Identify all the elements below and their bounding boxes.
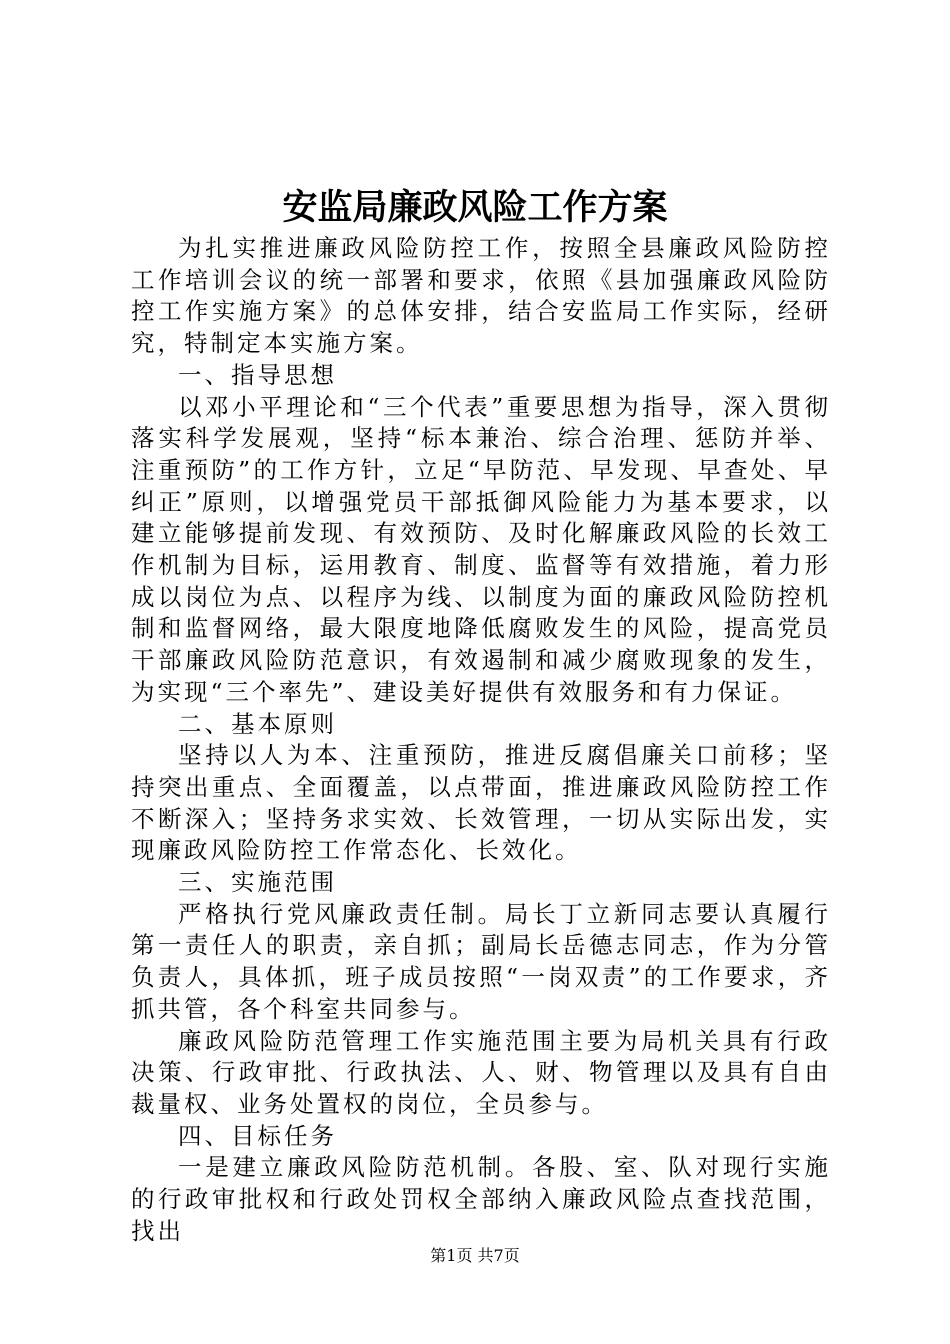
section-heading-3: 三、实施范围	[178, 868, 337, 897]
document-title: 安监局廉政风险工作方案	[282, 187, 668, 228]
paragraph-responsibility: 严格执行党风廉政责任制。局长丁立新同志要认真履行第一责任人的职责，亲自抓；副局长岳德志同志，作为分管负责人，具体抓，班子成员按照“一岗双责”的工作要求，齐抓共管，各个科室共同参与。	[131, 899, 831, 1023]
section-heading-1: 一、指导思想	[178, 360, 337, 389]
paragraph-guiding-thought: 以邓小平理论和“三个代表”重要思想为指导，深入贯彻落实科学发展观，坚持“标本兼治、综合治理、惩防并举、注重预防”的工作方针，立足“早防范、早发现、早查处、早纠正”原则，以增强党员干部抵御风险能力为基本要求，以建立能够提前发现、有效预防、及时化解廉政风险的长效工作机制为目标，运用教育、制度、监督等有效措施，着力形成以岗位为点、以程序为线、以制度为面的廉政风险防控机制和监督网络，最大限度地降低腐败发生的风险，提高党员干部廉政风险防范意识，有效遏制和减少腐败现象的发生，为实现“三个率先”、建设美好提供有效服务和有力保证。	[131, 392, 831, 706]
document-body	[131, 233, 831, 1248]
page-footer: 第1页 共7页	[430, 1246, 520, 1265]
paragraph-targets: 一是建立廉政风险防范机制。各股、室、队对现行实施的行政审批权和行政处罚权全部纳入廉政风险点查找范围，找出	[131, 1153, 831, 1245]
paragraph-intro: 为扎实推进廉政风险防控工作，按照全县廉政风险防控工作培训会议的统一部署和要求，依照《县加强廉政风险防控工作实施方案》的总体安排，结合安监局工作实际，经研究，特制定本实施方案。	[131, 234, 831, 358]
section-heading-4: 四、目标任务	[178, 1121, 337, 1150]
paragraph-scope: 廉政风险防范管理工作实施范围主要为局机关具有行政决策、行政审批、行政执法、人、财、物管理以及具有自由裁量权、业务处置权的岗位，全员参与。	[131, 1026, 831, 1118]
paragraph-basic-principles: 坚持以人为本、注重预防，推进反腐倡廉关口前移；坚持突出重点、全面覆盖，以点带面，推进廉政风险防控工作不断深入；坚持务求实效、长效管理，一切从实际出发，实现廉政风险防控工作常态化、长效化。	[131, 741, 831, 865]
section-heading-2: 二、基本原则	[178, 709, 337, 738]
